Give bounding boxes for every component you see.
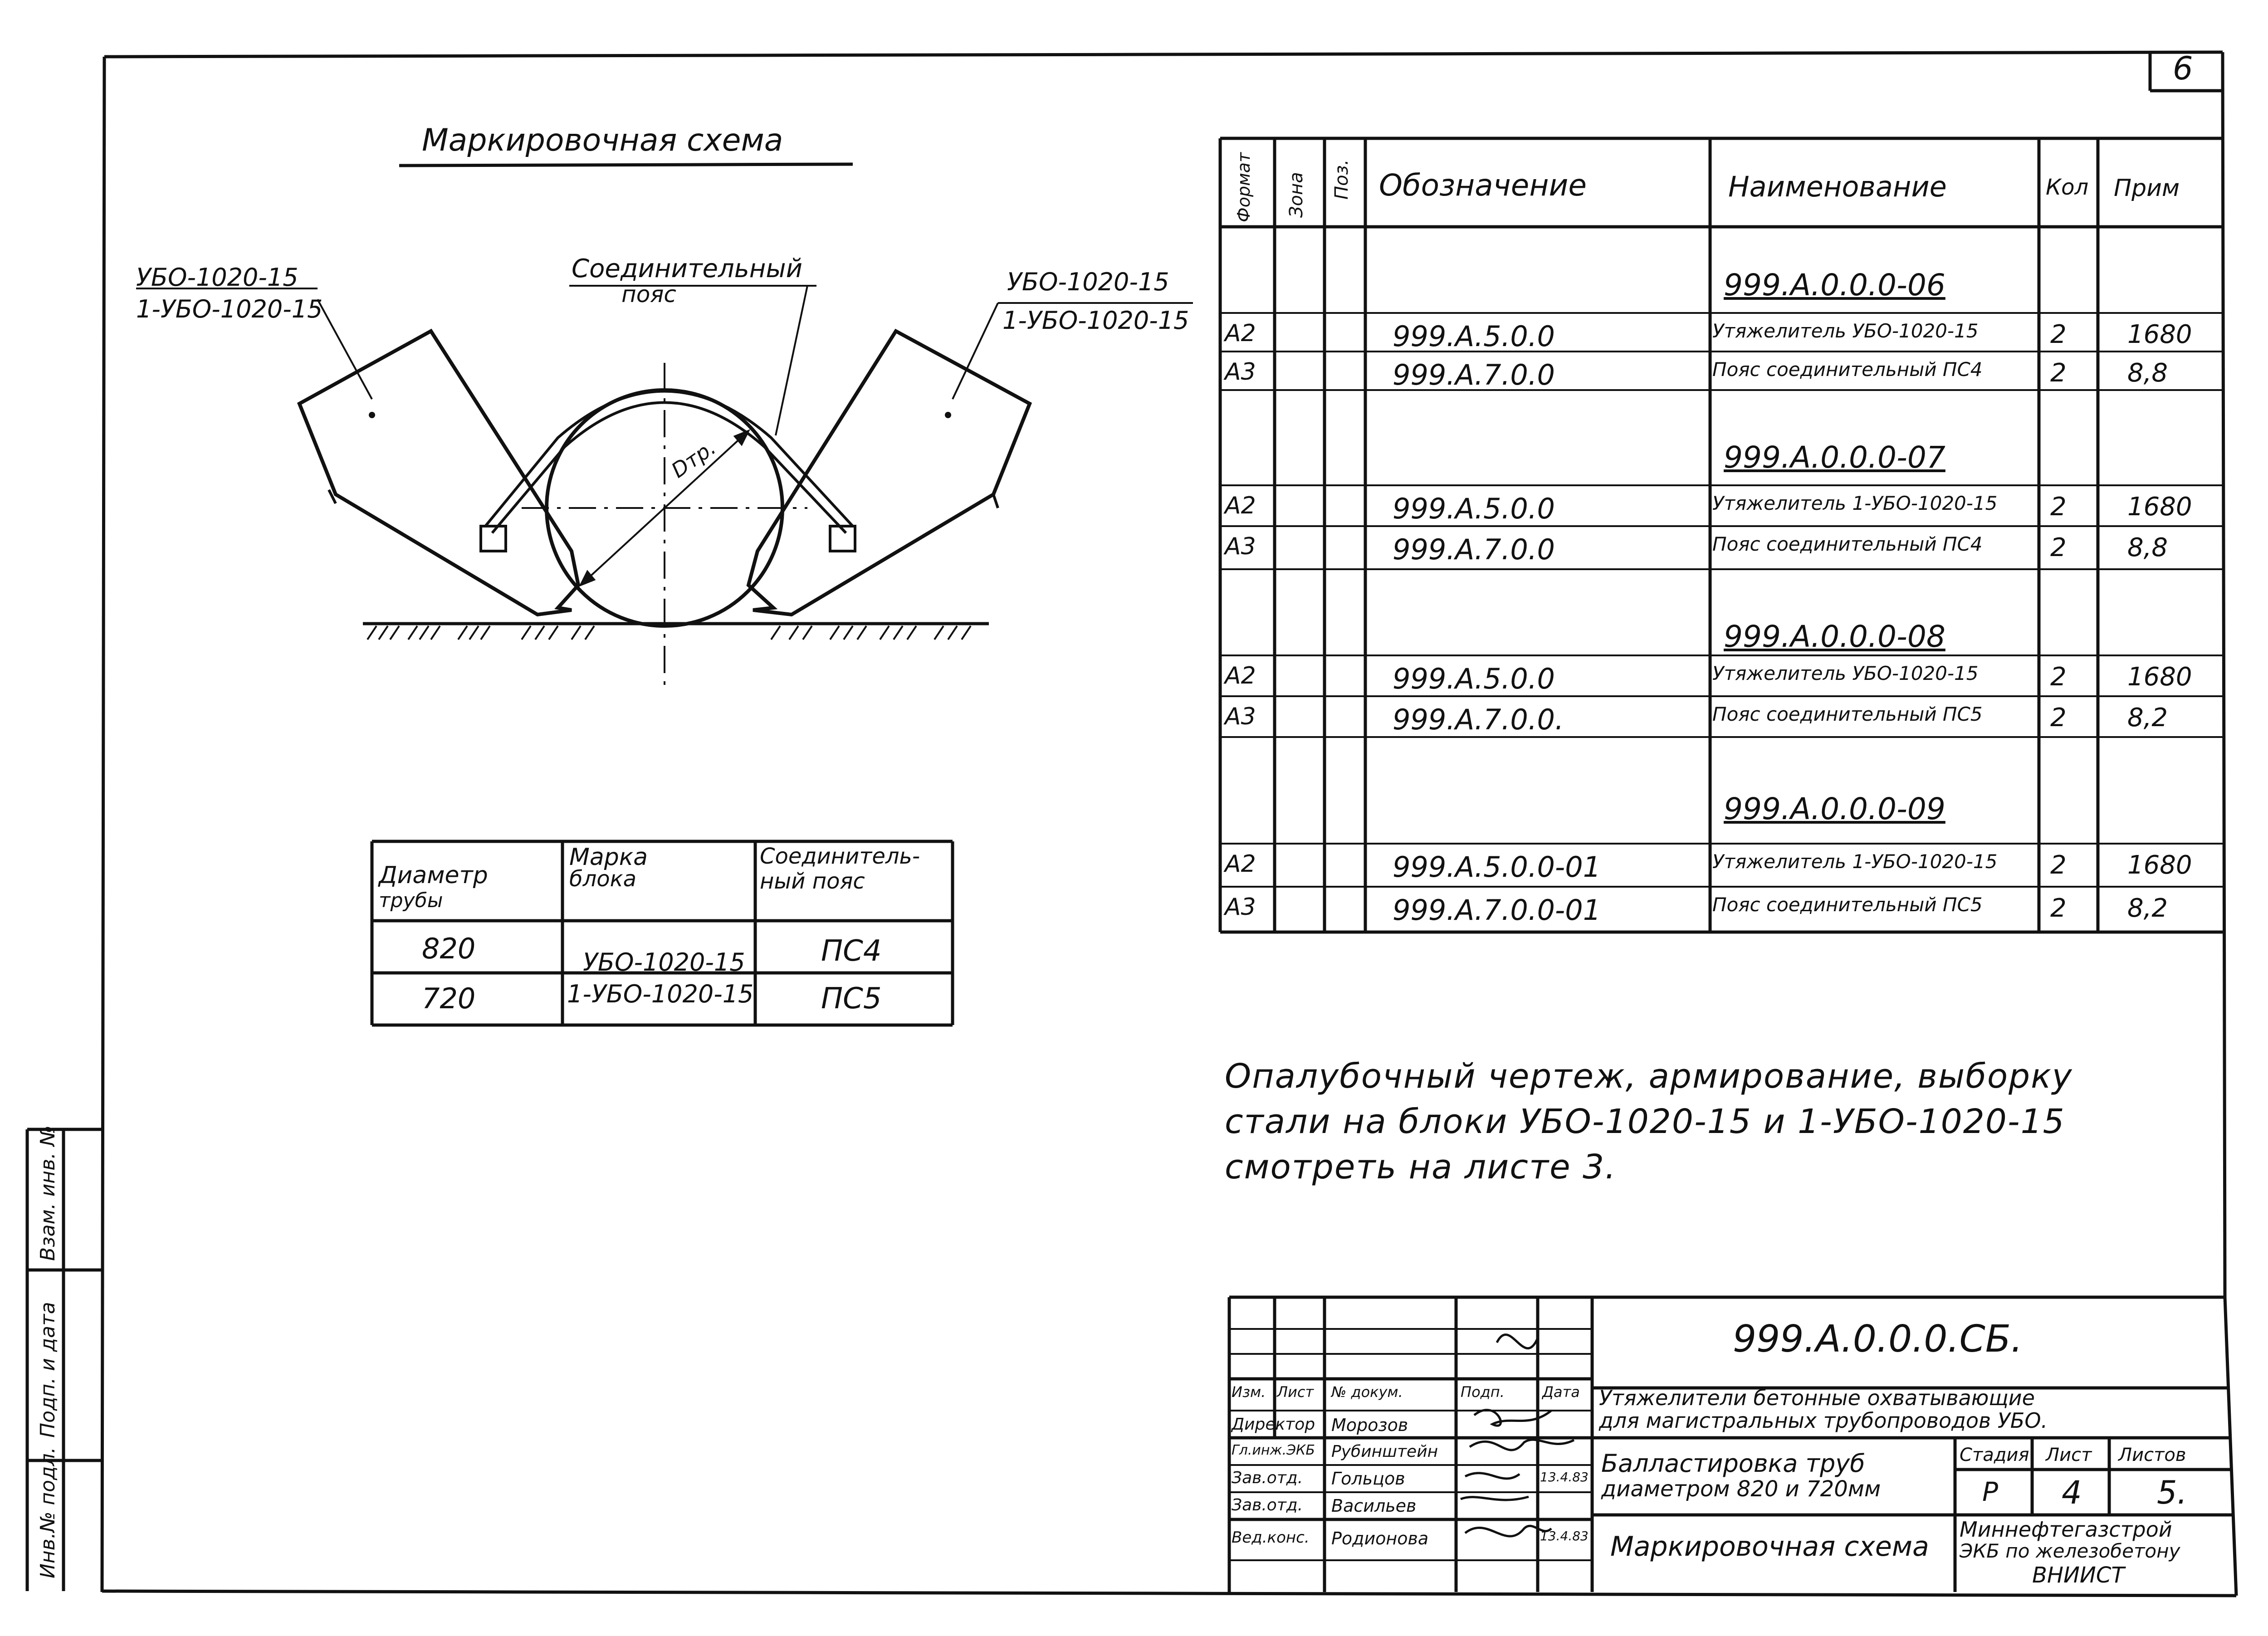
tb-col-doc: № докум.	[1331, 1383, 1403, 1401]
spec-row-9-note: 8,2	[2127, 703, 2168, 733]
spec-row-8-note: 1680	[2127, 662, 2192, 692]
spec-row-6-format: А3	[1225, 533, 1256, 560]
scheme-title: Маркировочная схема	[422, 122, 783, 158]
small-table-header-mark-1: Марка	[569, 844, 648, 871]
spec-row-5-note: 1680	[2127, 492, 2192, 522]
tb-col-date: Дата	[1542, 1383, 1580, 1401]
spec-row-12-qty: 2	[2050, 894, 2067, 923]
spec-row-3-designation: 999.А.7.0.0	[1393, 358, 1555, 391]
spec-row-8-format: А2	[1225, 662, 1256, 689]
spec-header-zone: Зона	[1286, 172, 1307, 218]
right-block-mark-2: 1-УБО-1020-15	[1002, 306, 1189, 335]
date-mark-2: 13.4.83	[1540, 1529, 1589, 1543]
sheets-value: 5.	[2157, 1474, 2187, 1511]
belt-label-line1: Соединительный	[572, 254, 803, 283]
note-line-1: Опалубочный чертеж, армирование, выборку	[1225, 1057, 2073, 1096]
spec-row-5-designation: 999.А.5.0.0	[1393, 492, 1555, 525]
staff-name-5: Родионова	[1331, 1529, 1429, 1548]
sheet-value: 4	[2062, 1474, 2082, 1511]
signatures	[1461, 1335, 1574, 1536]
org-line3: ВНИИСТ	[2032, 1563, 2125, 1588]
small-table-diameter-820: 820	[422, 932, 476, 965]
spec-row-8-name: Утяжелитель УБО-1020-15	[1712, 662, 1979, 684]
stage-label: Стадия	[1960, 1445, 2029, 1465]
spec-header-designation: Обозначение	[1379, 168, 1587, 203]
spec-table-rows	[1220, 313, 2223, 887]
spec-row-4-name: 999.А.0.0.0-07	[1724, 440, 1945, 475]
spec-row-12-format: А3	[1225, 894, 1256, 921]
right-block-mark: УБО-1020-15	[1007, 268, 1169, 296]
org-line1: Миннефтегазстрой	[1960, 1517, 2172, 1542]
spec-header-qty: Кол	[2046, 175, 2089, 200]
spec-row-6-note: 8,8	[2127, 533, 2168, 562]
spec-header-name: Наименование	[1728, 170, 1947, 203]
tb-col-izm: Изм.	[1232, 1383, 1266, 1401]
spec-row-12-note: 8,2	[2127, 894, 2168, 923]
spec-row-11-name: Утяжелитель 1-УБО-1020-15	[1712, 850, 1998, 873]
small-table-header-belt-2: ный пояс	[760, 869, 865, 894]
subject-line2: диаметром 820 и 720мм	[1601, 1476, 1881, 1502]
spec-row-9-format: А3	[1225, 703, 1256, 730]
spec-row-3-note: 8,8	[2127, 358, 2168, 388]
subject-line1: Балластировка труб	[1601, 1449, 1865, 1478]
spec-row-2-note: 1680	[2127, 320, 2192, 349]
staff-role-3: Зав.отд.	[1232, 1469, 1303, 1487]
staff-name-3: Гольцов	[1331, 1469, 1405, 1489]
spec-row-2-qty: 2	[2050, 320, 2067, 349]
spec-row-11-qty: 2	[2050, 850, 2067, 880]
belt-label-line2: пояс	[621, 281, 676, 308]
spec-header-pos: Поз.	[1331, 159, 1352, 200]
staff-name-4: Васильев	[1331, 1496, 1417, 1516]
spec-row-3-format: А3	[1225, 358, 1256, 386]
staff-name-1: Морозов	[1331, 1415, 1408, 1435]
staff-name-2: Рубинштейн	[1331, 1442, 1438, 1461]
spec-row-3-name: Пояс соединительный ПС4	[1712, 358, 1983, 381]
spec-row-12-name: Пояс соединительный ПС5	[1712, 894, 1983, 916]
spec-row-6-name: Пояс соединительный ПС4	[1712, 533, 1983, 555]
spec-row-9-qty: 2	[2050, 703, 2067, 733]
sheet-number: 6	[2173, 50, 2193, 87]
small-table-header-mark-2: блока	[569, 866, 637, 892]
sheet-number-box	[2173, 50, 2193, 87]
small-table-mark-2: 1-УБО-1020-15	[567, 980, 754, 1008]
project-title-line1: Утяжелители бетонные охватывающие	[1599, 1386, 2035, 1410]
sheet-name: Маркировочная схема	[1610, 1531, 1929, 1563]
spec-row-1-name: 999.А.0.0.0-06	[1724, 268, 1945, 303]
strip-sign-date: Подп. и дата	[36, 1302, 59, 1438]
tb-col-sign: Подп.	[1461, 1383, 1505, 1401]
staff-role-1: Директор	[1232, 1415, 1315, 1434]
small-table-header-belt-1: Соединитель-	[760, 844, 920, 869]
spec-row-8-designation: 999.А.5.0.0	[1393, 662, 1555, 695]
sheets-label: Листов	[2118, 1445, 2186, 1465]
project-title-line2: для магистральных трубопроводов УБО.	[1599, 1408, 2048, 1433]
spec-row-8-qty: 2	[2050, 662, 2067, 692]
small-table-belt-1: ПС4	[821, 934, 882, 968]
spec-row-11-note: 1680	[2127, 850, 2192, 880]
strip-inv-orig: Инв.№ подл.	[36, 1447, 59, 1578]
spec-row-5-qty: 2	[2050, 492, 2067, 522]
spec-row-2-name: Утяжелитель УБО-1020-15	[1712, 320, 1979, 342]
spec-row-6-qty: 2	[2050, 533, 2067, 562]
org-line2: ЭКБ по железобетону	[1960, 1540, 2180, 1562]
date-mark-1: 13.4.83	[1540, 1470, 1589, 1485]
strip-inv-dup: Взам. инв. №	[36, 1125, 59, 1261]
spec-row-10-name: 999.А.0.0.0-09	[1724, 791, 1945, 826]
small-table-header-diameter-1: Диаметр	[379, 862, 488, 889]
doc-code: 999.А.0.0.0.СБ.	[1733, 1318, 2023, 1361]
small-table-diameter-720: 720	[422, 982, 476, 1015]
spec-row-9-designation: 999.А.7.0.0.	[1393, 703, 1564, 736]
spec-row-5-name: Утяжелитель 1-УБО-1020-15	[1712, 492, 1998, 514]
staff-role-5: Вед.конс.	[1232, 1529, 1310, 1547]
spec-row-3-qty: 2	[2050, 358, 2067, 388]
staff-role-4: Зав.отд.	[1232, 1496, 1303, 1514]
staff-role-2: Гл.инж.ЭКБ	[1232, 1442, 1315, 1458]
spec-row-2-format: А2	[1225, 320, 1256, 347]
spec-row-9-name: Пояс соединительный ПС5	[1712, 703, 1983, 725]
spec-row-7-name: 999.А.0.0.0-08	[1724, 619, 1945, 654]
spec-row-11-format: А2	[1225, 850, 1256, 878]
spec-row-2-designation: 999.А.5.0.0	[1393, 320, 1555, 353]
small-table-header-diameter-2: трубы	[379, 889, 443, 912]
spec-row-5-format: А2	[1225, 492, 1256, 519]
spec-header-note: Прим	[2114, 175, 2180, 202]
note-line-2: стали на блоки УБО-1020-15 и 1-УБО-1020-15	[1225, 1102, 2065, 1141]
note-line-3: смотреть на листе 3.	[1225, 1148, 1617, 1187]
spec-row-12-designation: 999.А.7.0.0-01	[1393, 894, 1601, 927]
small-table-belt-2: ПС5	[821, 982, 882, 1016]
small-table-mark-1: УБО-1020-15	[583, 948, 745, 977]
left-block-outline	[299, 331, 578, 615]
spec-row-11-designation: 999.А.5.0.0-01	[1393, 850, 1601, 884]
stage-value: Р	[1982, 1476, 1998, 1507]
spec-header-format: Формат	[1234, 152, 1254, 222]
spec-row-6-designation: 999.А.7.0.0	[1393, 533, 1555, 566]
diameter-label: Dтр.	[667, 435, 720, 483]
tb-col-list: Лист	[1277, 1383, 1314, 1401]
connecting-belt	[481, 391, 855, 552]
left-block-mark-2: 1-УБО-1020-15	[136, 295, 323, 323]
sheet-label: Лист	[2046, 1445, 2092, 1465]
left-block-mark: УБО-1020-15	[136, 263, 298, 292]
